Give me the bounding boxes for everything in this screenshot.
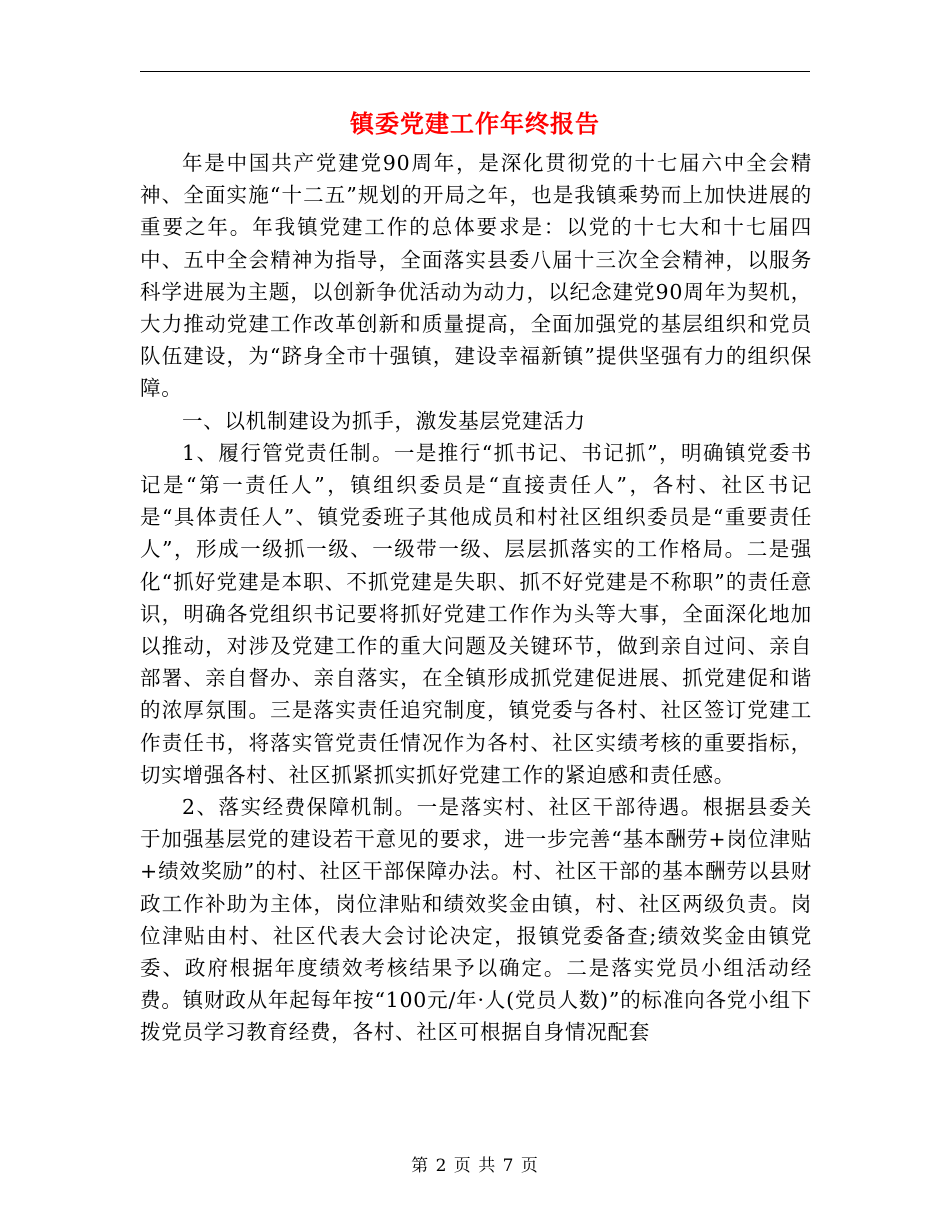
header-rule xyxy=(140,71,810,72)
paragraph-funding: 2、落实经费保障机制。一是落实村、社区干部待遇。根据县委关于加强基层党的建设若干意见的要求，进一步完善“基本酬劳+岗位津贴+绩效奖励”的村、社区干部保障办法。村、社区干部的基本酬劳以县财政工作补助为主体，岗位津贴和绩效奖金由镇，村、社区两级负责。岗位津贴由村、社区代表大会讨论决定，报镇党委备查;绩效奖金由镇党委、政府根据年度绩效考核结果予以确定。二是落实党员小组活动经费。镇财政从年起每年按“100元/年·人(党员人数)”的标准向各党小组下拨党员学习教育经费，各村、社区可根据自身情况配套 xyxy=(140,795,812,1045)
page-number: 第 2 页 共 7 页 xyxy=(411,1156,539,1176)
paragraph-intro: 年是中国共产党建党90周年，是深化贯彻党的十七届六中全会精神、全面实施“十二五”规划的开局之年，也是我镇乘势而上加快进展的重要之年。年我镇党建工作的总体要求是：以党的十七大和十七届四中、五中全会精神为指导，全面落实县委八届十三次全会精神，以服务科学进展为主题，以创新争优活动为动力，以纪念建党90周年为契机，大力推动党建工作改革创新和质量提高，全面加强党的基层组织和党员队伍建设，为“跻身全市十强镇，建设幸福新镇”提供坚强有力的组织保障。 xyxy=(140,151,812,401)
section-heading: 一、以机制建设为抓手，激发基层党建活力 xyxy=(182,408,586,433)
paragraph-responsibility: 1、履行管党责任制。一是推行“抓书记、书记抓”，明确镇党委书记是“第一责任人”，镇组织委员是“直接责任人”，各村、社区书记是“具体责任人”、镇党委班子其他成员和村社区组织委员是“重要责任人”，形成一级抓一级、一级带一级、层层抓落实的工作格局。二是强化“抓好党建是本职、不抓党建是失职、抓不好党建是不称职”的责任意识，明确各党组织书记要将抓好党建工作作为头等大事，全面深化地加以推动，对涉及党建工作的重大问题及关键环节，做到亲自过问、亲自部署、亲自督办、亲自落实，在全镇形成抓党建促进展、抓党建促和谐的浓厚氛围。三是落实责任追究制度，镇党委与各村、社区签订党建工作责任书，将落实管党责任情况作为各村、社区实绩考核的重要指标，切实增强各村、社区抓紧抓实抓好党建工作的紧迫感和责任感。 xyxy=(140,440,812,787)
document-body xyxy=(140,147,812,1049)
document-title: 镇委党建工作年终报告 xyxy=(350,109,600,138)
